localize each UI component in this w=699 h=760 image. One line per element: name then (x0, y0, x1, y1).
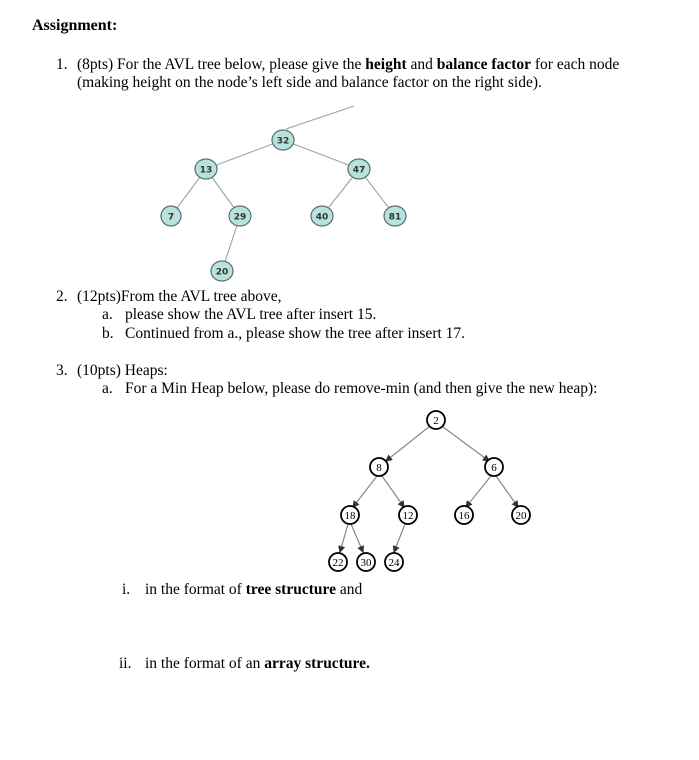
avl-edge (283, 140, 359, 169)
avl-stray-edge (286, 106, 354, 129)
heap-edge (340, 524, 348, 552)
avl-node (229, 206, 251, 226)
heap-node (341, 506, 359, 524)
heap-edge (496, 476, 518, 507)
svg-text:30: 30 (360, 557, 372, 569)
svg-text:81: 81 (388, 212, 402, 223)
q3-ii-line (145, 655, 370, 673)
q3-text: (10pts) Heaps: (77, 362, 168, 379)
svg-text:12: 12 (402, 510, 414, 522)
avl-node (272, 130, 294, 150)
q3-i-marker: i. (122, 581, 131, 598)
q3-i-line (145, 581, 362, 599)
heap-edge (386, 422, 435, 461)
q1-rest: for each node (531, 56, 620, 73)
heap-edge (351, 524, 363, 552)
q1-balance-term: balance factor (436, 56, 532, 73)
q3-i-pre: in the format of (145, 581, 246, 598)
heap-edge (394, 524, 405, 552)
svg-text:8: 8 (376, 462, 382, 474)
q1-and: and (406, 56, 437, 73)
svg-text:29: 29 (233, 212, 247, 223)
heap-node (357, 553, 375, 571)
svg-text:7: 7 (167, 212, 175, 223)
q3-ii-marker: ii. (119, 655, 132, 672)
svg-text:18: 18 (344, 510, 356, 522)
q3-ii-bold: array structure. (264, 655, 370, 672)
heap-node (370, 458, 388, 476)
q3-ii-pre: in the format of an (145, 655, 265, 672)
q2-b-marker: b. (102, 325, 114, 342)
svg-text:13: 13 (199, 165, 213, 176)
svg-text:40: 40 (315, 212, 329, 223)
q2-b-text: Continued from a., please show the tree after insert 17. (125, 325, 466, 342)
q3-a-marker: a. (102, 380, 113, 397)
svg-text:32: 32 (276, 136, 290, 147)
heap-edge (466, 476, 491, 507)
q2-text: (12pts)From the AVL tree above, (77, 288, 282, 305)
q2-number: 2. (56, 288, 68, 305)
svg-text:24: 24 (388, 557, 400, 569)
q1-text: (8pts) For the AVL tree below, please give the (77, 56, 366, 73)
svg-text:6: 6 (491, 462, 497, 474)
avl-node (384, 206, 406, 226)
avl-node (195, 159, 217, 179)
avl-node (348, 159, 370, 179)
q2-a-text: please show the AVL tree after insert 15. (125, 306, 377, 323)
svg-text:47: 47 (352, 165, 366, 176)
svg-text:20: 20 (515, 510, 527, 522)
page-title: Assignment: (32, 17, 118, 34)
avl-node (311, 206, 333, 226)
heap-edge (382, 476, 404, 507)
heap-node (399, 506, 417, 524)
heap-edge (353, 476, 377, 507)
q1-line2: (making height on the node’s left side and balance factor on the right side). (77, 74, 542, 91)
heap-figure (329, 411, 530, 571)
q3-i-post: and (335, 581, 363, 598)
q2-a-marker: a. (102, 306, 113, 323)
avl-node (211, 261, 233, 281)
q3-number: 3. (56, 362, 68, 379)
q3-a-text: For a Min Heap below, please do remove-min (and then give the new heap): (125, 380, 598, 397)
q1-number: 1. (56, 56, 68, 73)
heap-node (485, 458, 503, 476)
svg-text:20: 20 (215, 267, 229, 278)
heap-node (512, 506, 530, 524)
heap-edge (439, 424, 489, 461)
svg-text:22: 22 (332, 557, 344, 569)
svg-text:2: 2 (433, 415, 439, 427)
heap-node (427, 411, 445, 429)
heap-node (455, 506, 473, 524)
avl-edge (206, 140, 283, 169)
q1-height-term: height (365, 56, 407, 73)
svg-text:16: 16 (458, 510, 470, 522)
heap-node (329, 553, 347, 571)
avl-node (161, 206, 181, 226)
heap-node (385, 553, 403, 571)
q3-i-bold: tree structure (245, 581, 336, 598)
